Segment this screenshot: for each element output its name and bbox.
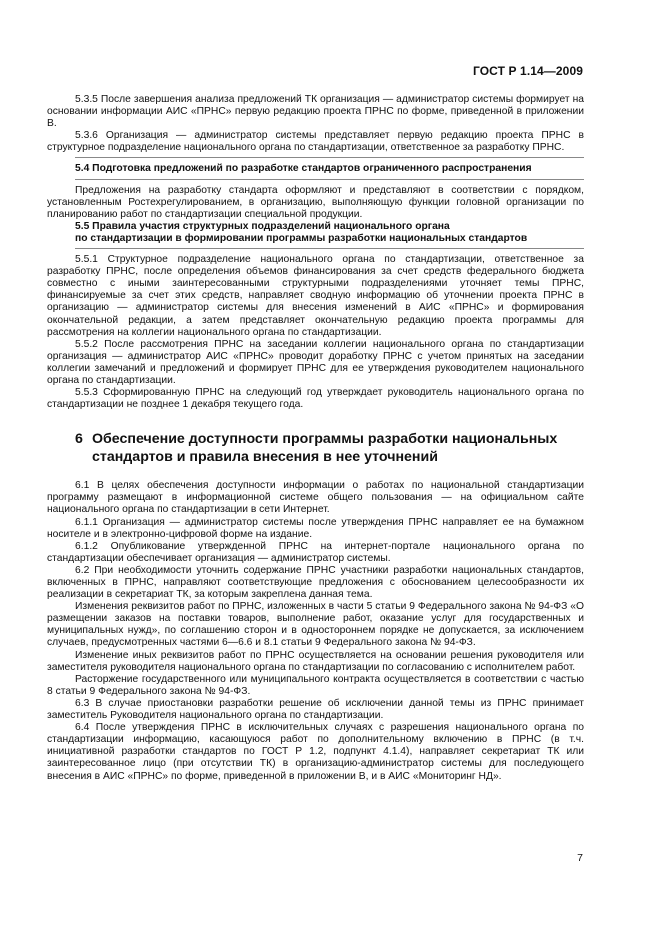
paragraph-6-1-1: 6.1.1 Организация — администратор системы после утверждения ПРНС направляет ее на бумажном носителе и в электронно-цифровой форме на издание. (47, 516, 584, 540)
paragraph-6-2-termination: Расторжение государственного или муниципального контракта осуществляется в соответствии с частью 8 статьи 9 Федерального закона № 94-ФЗ. (47, 673, 584, 697)
section-6-title (47, 431, 584, 466)
paragraph-6-4: 6.4 После утверждения ПРНС в исключительных случаях с разрешения национального органа по стандартизации информацию, касающуюся работ по дополнительному включению в ПРНС (в т.ч. инициативной разработки стандартов по ГОСТ Р 1.2, подпункт 4.1.4), направляет секретариат ТК или заинтересованное лицо (при отсутствии ТК) в организацию-администратор системы для последующего внесения в АИС «ПРНС» по форме, приведенной в приложении В, и в АИС «Мониторинг НД». (47, 722, 584, 782)
subsection-5-5-title-line2: по стандартизации в формировании программы разработки национальных стандартов (75, 232, 528, 244)
page-content (47, 94, 584, 783)
paragraph-6-2-other-changes: Изменение иных реквизитов работ по ПРНС осуществляется на основании решения руководителя или заместителя руководителя национального органа по стандартизации по согласованию с исполнителем работ. (47, 649, 584, 673)
divider (75, 157, 584, 158)
paragraph-5-3-5: 5.3.5 После завершения анализа предложений ТК организация — администратор системы формирует на основании информации АИС «ПРНС» первую редакцию проекта ПРНС по форме, приведенной в приложении В. (47, 94, 584, 130)
divider (75, 179, 584, 180)
subsection-5-4-title: 5.4 Подготовка предложений по разработке стандартов ограниченного распространения (75, 163, 532, 175)
paragraph-5-3-6: 5.3.6 Организация — администратор системы представляет первую редакцию проекта ПРНС в структурное подразделение национального органа по стандартизации, ответственное за разработку ПРНС. (47, 130, 584, 154)
paragraph-5-5-1: 5.5.1 Структурное подразделение национального органа по стандартизации, ответственное за разработку ПРНС, после определения объемов финансирования за счет средств федерального бюджета совместно с иными заинтересованными структурными подразделениями уточняет темы ПРНС, финансируемые за счет этих средств, направляет сводную информацию об уточнении проекта ПРНС в организацию — администратор системы для внесения изменений в АИС «ПРНС» и формирования окончательной редакции, а затем представляет окончательную редакцию проекта программы для рассмотрения на коллегии национального органа по стандартизации. (47, 254, 584, 338)
paragraph-6-1-2: 6.1.2 Опубликование утвержденной ПРНС на интернет-портале национального органа по стандартизации обеспечивает организация — администратор системы. (47, 540, 584, 564)
paragraph-5-5-2: 5.5.2 После рассмотрения ПРНС на заседании коллегии национального органа по стандартизации организация — администратор АИС «ПРНС» проводит доработку ПРНС с учетом принятых на заседании коллегии замечаний и предложений и формирует ПРНС для ее утверждения руководителем национального органа по стандартизации. (47, 338, 584, 386)
section-6-number: 6 (75, 431, 83, 448)
section-6-title-line1: Обеспечение доступности программы разработки национальных (92, 431, 558, 448)
paragraph-5-4: Предложения на разработку стандарта оформляют и представляют в соответствии с порядком, установленным Ростехрегулированием, в организацию, выполняющую функции головной организации по планированию работ по стандартизации специальной продукции. (47, 184, 584, 220)
paragraph-6-2: 6.2 При необходимости уточнить содержание ПРНС участники разработки национальных стандартов, включенных в ПРНС, направляют соответствующие предложения с обоснованием целесообразности их реализации в секретариат ТК, за которым закреплена данная тема. (47, 564, 584, 601)
document-code-header: ГОСТ Р 1.14—2009 (473, 64, 583, 78)
divider (75, 248, 584, 249)
paragraph-6-1: 6.1 В целях обеспечения доступности информации о работах по национальной стандартизации программу размещают в информационной системе общего пользования — на официальном сайте национального органа по стандартизации в сети Интернет. (47, 480, 584, 516)
subsection-5-5-title-line1: 5.5 Правила участия структурных подразделений национального органа (75, 220, 450, 232)
paragraph-6-2-changes: Изменения реквизитов работ по ПРНС, изложенных в части 5 статьи 9 Федерального закона № 94-ФЗ «О размещении заказов на поставки товаров, выполнение работ, оказание услуг для государственных и муниципальных нужд», по соглашению сторон и в одностороннем порядке не допускается, за исключением случаев, предусмотренных частями 6—6.6 и 8.1 статьи 9 Федерального закона № 94-ФЗ. (47, 601, 584, 649)
section-6-title-line2: стандартов и правила внесения в нее уточнений (92, 448, 438, 465)
paragraph-5-5-3: 5.5.3 Сформированную ПРНС на следующий год утверждает руководитель национального органа по стандартизации не позднее 1 декабря текущего года. (47, 387, 584, 411)
paragraph-6-3: 6.3 В случае приостановки разработки решение об исключении данной темы из ПРНС принимает заместитель Руководителя национального органа по стандартизации. (47, 697, 584, 722)
page-number: 7 (577, 852, 583, 864)
